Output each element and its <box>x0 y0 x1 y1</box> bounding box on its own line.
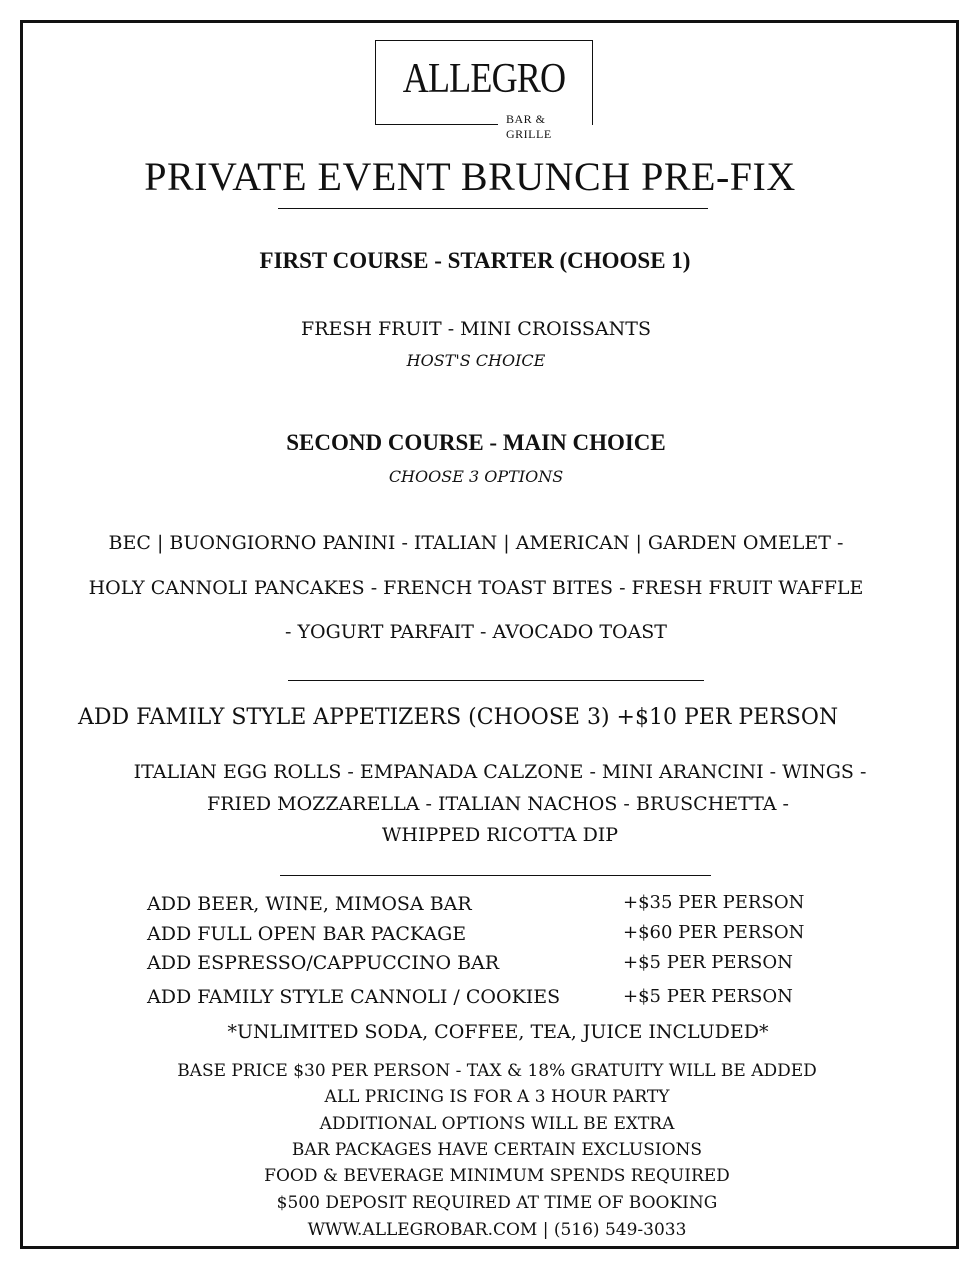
main-choice-line: - YOGURT PARFAIT - AVOCADO TOAST <box>285 621 667 643</box>
main-choice-line: HOLY CANNOLI PANCAKES - FRENCH TOAST BITES - FRESH FRUIT WAFFLE <box>88 577 864 599</box>
appetizer-line: ITALIAN EGG ROLLS - EMPANADA CALZONE - MINI ARANCINI - WINGS - <box>133 761 867 783</box>
page-title: PRIVATE EVENT BRUNCH PRE-FIX <box>144 154 796 199</box>
addon-label: ADD BEER, WINE, MIMOSA BAR <box>147 893 472 915</box>
footer-line: ADDITIONAL OPTIONS WILL BE EXTRA <box>319 1114 675 1134</box>
addon-price: +$60 PER PERSON <box>623 922 805 943</box>
addon-label: ADD FAMILY STYLE CANNOLI / COOKIES <box>147 986 561 1008</box>
divider <box>278 208 708 209</box>
main-choice-line: BEC | BUONGIORNO PANINI - ITALIAN | AMERICAN | GARDEN OMELET - <box>108 532 844 554</box>
second-course-heading: SECOND COURSE - MAIN CHOICE <box>286 430 666 455</box>
first-course-heading: FIRST COURSE - STARTER (CHOOSE 1) <box>259 248 691 273</box>
logo-underline <box>376 124 498 125</box>
addon-label: ADD FULL OPEN BAR PACKAGE <box>147 923 467 945</box>
appetizer-line: FRIED MOZZARELLA - ITALIAN NACHOS - BRUSCHETTA - <box>207 793 789 815</box>
footer-line: BASE PRICE $30 PER PERSON - TAX & 18% GRATUITY WILL BE ADDED <box>177 1061 817 1081</box>
first-course-note: HOST'S CHOICE <box>406 351 546 370</box>
logo-wordmark: ALLEGRO <box>402 56 566 102</box>
logo-tagline: BAR & GRILLE <box>506 112 552 141</box>
addon-price: +$5 PER PERSON <box>623 952 793 973</box>
logo <box>375 40 593 141</box>
included-note: *UNLIMITED SODA, COFFEE, TEA, JUICE INCLUDED* <box>227 1021 769 1043</box>
footer-line: FOOD & BEVERAGE MINIMUM SPENDS REQUIRED <box>264 1166 730 1186</box>
contact-line: WWW.ALLEGROBAR.COM | (516) 549-3033 <box>307 1220 687 1240</box>
footer-line: BAR PACKAGES HAVE CERTAIN EXCLUSIONS <box>291 1140 703 1160</box>
appetizer-line: WHIPPED RICOTTA DIP <box>381 824 619 846</box>
appetizers-heading: ADD FAMILY STYLE APPETIZERS (CHOOSE 3) +$10 PER PERSON <box>78 705 839 730</box>
footer-line: $500 DEPOSIT REQUIRED AT TIME OF BOOKING <box>276 1193 718 1213</box>
divider <box>288 680 704 681</box>
second-course-note: CHOOSE 3 OPTIONS <box>388 467 564 486</box>
addon-label: ADD ESPRESSO/CAPPUCCINO BAR <box>147 952 500 974</box>
divider <box>280 875 711 876</box>
addon-price: +$5 PER PERSON <box>623 986 793 1007</box>
addon-price: +$35 PER PERSON <box>623 892 805 913</box>
footer-line: ALL PRICING IS FOR A 3 HOUR PARTY <box>324 1087 670 1107</box>
first-course-items: FRESH FRUIT - MINI CROISSANTS <box>301 318 651 340</box>
